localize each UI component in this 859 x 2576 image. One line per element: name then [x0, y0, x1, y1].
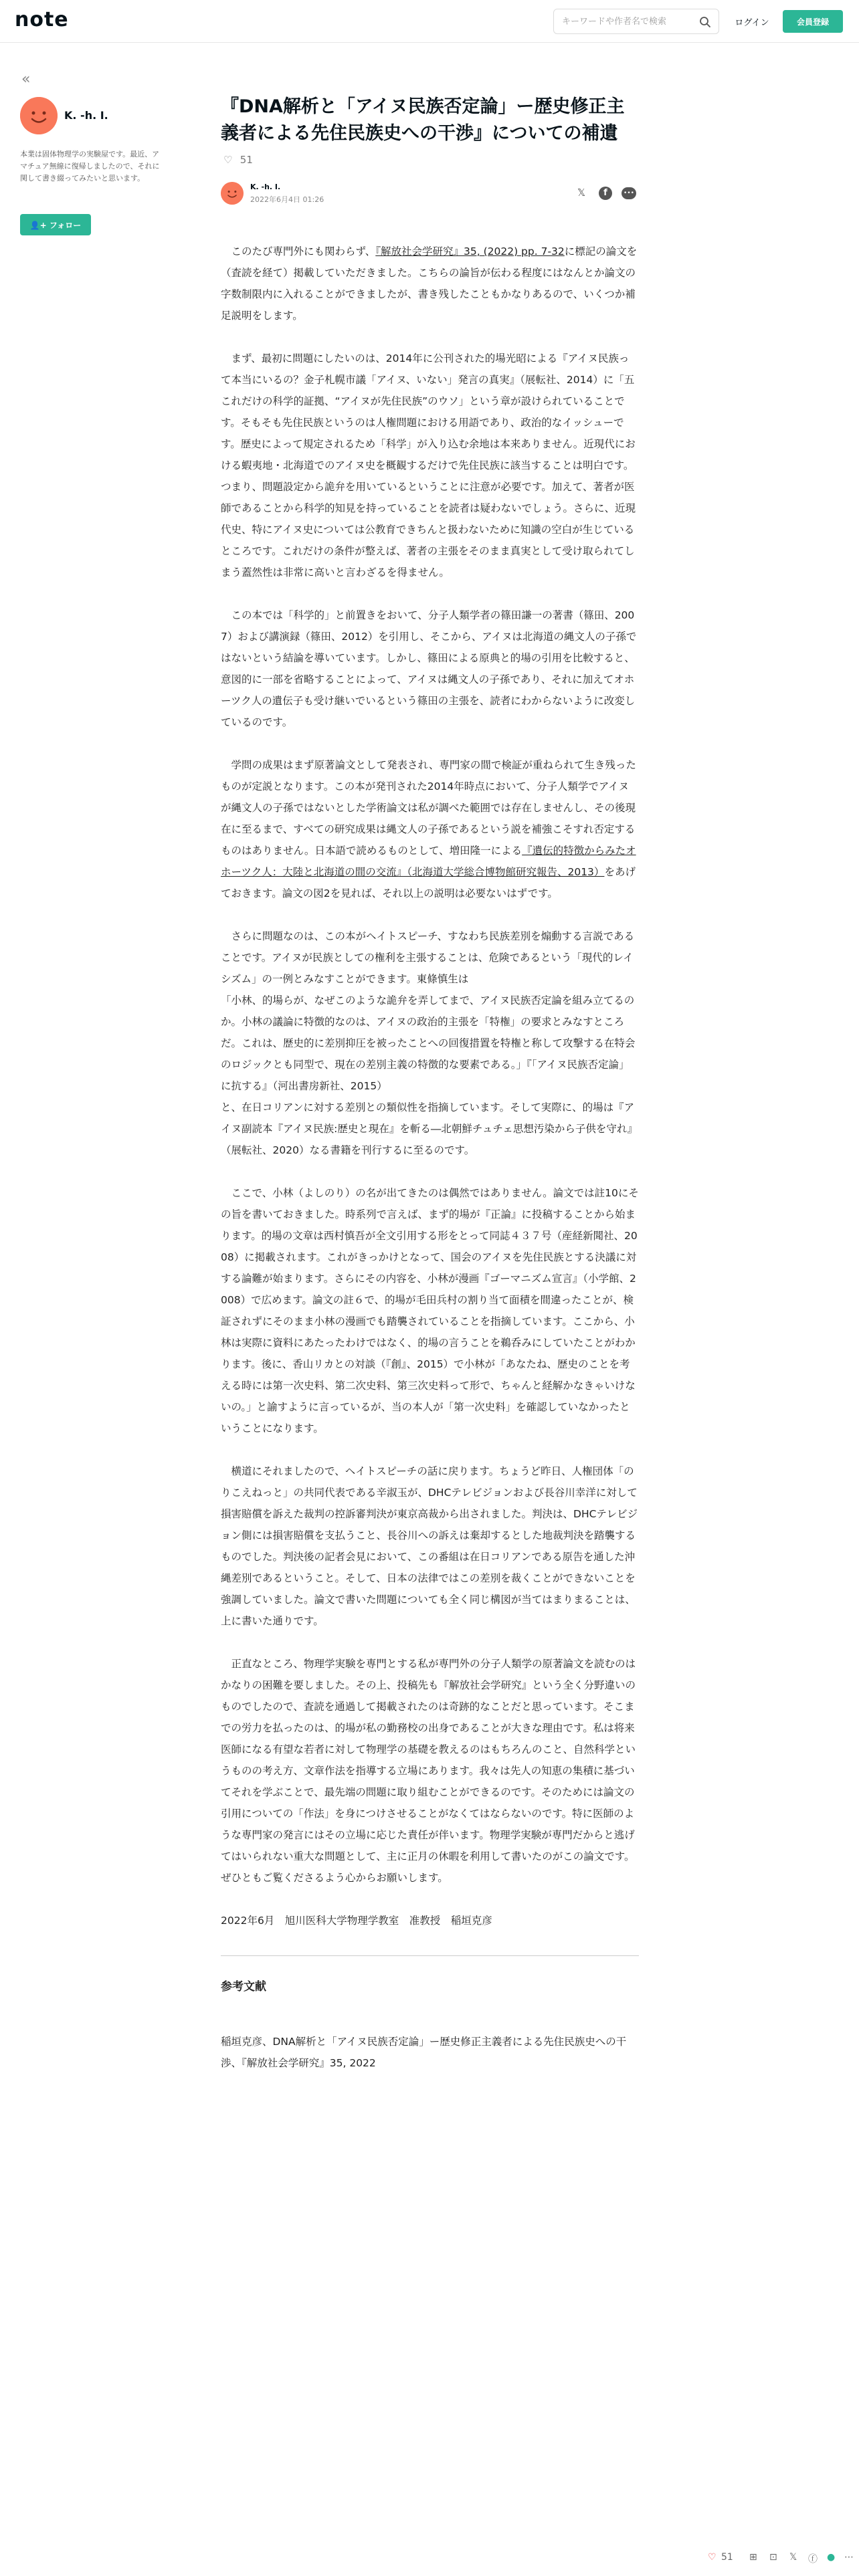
smiley-face-icon	[221, 182, 244, 205]
article-title: 『DNA解析と「アイヌ民族否定論」ー歴史修正主義者による先住民族史への干渉』についての補遺	[221, 96, 625, 144]
add-user-icon: 👤+	[29, 220, 47, 230]
like-count: 51	[240, 154, 253, 166]
search-icon[interactable]	[698, 15, 712, 29]
paragraph: さらに問題なのは、この本がヘイトスピーチ、すなわち民族差別を煽動する言説であることです。アイヌが民族としての権利を主張することは、危険であるという「現代的レイシズム」の一例とみなすことができます。東條慎生は	[221, 930, 635, 985]
magazine-add-icon[interactable]: ⊞	[749, 2552, 757, 2563]
signup-button[interactable]: 会員登録	[783, 10, 843, 33]
follow-label: フォロー	[49, 220, 82, 230]
float-like-count: 51	[721, 2552, 733, 2563]
journal-link[interactable]: 『解放社会学研究』35, (2022) pp. 7-32	[375, 245, 565, 257]
share-icons	[564, 185, 636, 201]
x-share-icon[interactable]: 𝕏	[577, 187, 586, 199]
paragraph-text: に標記の論文を（査読を経て）掲載していただきました。こちらの論旨が伝わる程度にはなんとか論文の字数制限内に入れることができましたが、書き残したこともかなりあるので、いくつか補足説明をします。	[221, 245, 638, 322]
paragraph: 横道にそれましたので、ヘイトスピーチの話に戻ります。ちょうど昨日、人権団体「のりこえねっと」の共同代表である辛淑玉が、DHCテレビジョンおよび長谷川幸洋に対して損害賠償を訴えた裁判の控訴審判決が東京高裁から出されました。判決は、DHCテレビジョン側には損害賠償を支払うこと、長谷川への訴えは棄却するとした地裁判決を踏襲するものでした。判決後の記者会見において、この番組は在日コリアンである原告を通した沖縄差別であるということ。そして、日本の法律ではこの差別を裁くことができないことを強調していました。論文で書いた問題についても全く同じ構図が当てはまりまることは、上に書いた通りです。	[221, 1465, 638, 1627]
library-add-icon[interactable]: ⊡	[769, 2552, 777, 2563]
collapse-sidebar-icon[interactable]: «	[21, 71, 31, 88]
like-row[interactable]	[223, 154, 253, 169]
divider	[221, 1955, 639, 1956]
paragraph-text: 学問の成果はまず原著論文として発表され、専門家の間で検証が重ねられて生き残ったものが定説となります。この本が発刊された2014年時点において、分子人類学でアイヌが縄文人の子孫ではないとした学術論文は私が調べた範囲では存在しませんし、その後現在に至るまで、すべての研究成果は縄文人の子孫であるという説を補強こそすれ否定するものはありません。日本語で読めるものとして、増田隆一による	[221, 759, 636, 857]
x-share-icon[interactable]: 𝕏	[789, 2552, 797, 2563]
paragraph: ここで、小林（よしのり）の名が出てきたのは偶然ではありません。論文では註10にその旨を書いておきました。時系列で言えば、まず的場が『正論』に投稿することから始まります。的場の文章は西村慎吾が全文引用する形をとって同誌４３７号（産経新聞社、2008）に掲載されます。これがきっかけとなって、国会のアイヌを先住民族とする決議に対する論難が始まります。さらにその内容を、小林が漫画『ゴーマニズム宣言』（小学館、2008）で広めます。論文の註６で、的場が毛田兵村の割り当て面積を間違ったことが、検証されずにそのまま小林の漫画でも踏襲されていることを指摘しています。ここから、小林は実際に資料にあたったわけではなく、的場の言うことを鵜呑みにしていたことがわかります。後に、香山リカとの対談（『創』、2015）で小林が「あなたね、歴史のことを考える時には第一次史料、第二次史料、第三次史料って形で、ちゃんと経解かなきゃいけないの。」と諭すように言っているが、当の本人が「第一次史料」を確認していなかったということになります。	[221, 1187, 639, 1434]
author-name[interactable]: K. -h. I.	[250, 183, 281, 191]
paragraph: と、在日コリアンに対する差別との類似性を指摘しています。そして実際に、的場は『アイヌ副読本『アイヌ民族:歴史と現在』を斬る―北朝鮮チュチェ思想汚染から子供を守れ』（展転社、2020）なる書籍を刊行するに至るのです。	[221, 1101, 638, 1156]
author-row	[221, 181, 639, 207]
quote-paragraph: 「小林、的場らが、なぜこのような詭弁を弄してまで、アイヌ民族否定論を組み立てるのか。小林の議論に特徴的なのは、アイヌの政治的主張を「特権」の要求とみなすところだ。これは、歴史的に差別抑圧を被ったことへの回復措置を特権と称して攻撃する在特会のロジックとも同型で、現在の差別主義の特徴的な要素である。」『「アイヌ民族否定論」に抗する』（河出書房新社、2015）	[221, 994, 636, 1092]
site-header	[0, 0, 859, 43]
reference-link[interactable]: 『遺伝的特徴からみたオホーツク人：大陸と北海道の間の交流』（北海道大学総合博物館研究報告、2013）	[221, 845, 636, 878]
paragraph	[221, 241, 639, 326]
paragraph: まず、最初に問題にしたいのは、2014年に公刊された的場光昭による『アイヌ民族って本当にいるの？金子札幌市議「アイヌ、いない」発言の真実』（展転社、2014）に「五 これだけの科学的証拠、“アイヌが先住民族”のウソ」という章が設けられていることです。そもそも先住民族というのは人権問題における用語であり、政治的なイッシューです。歴史によって規定されるため「科学」が入り込む余地は本来ありません。近現代における蝦夷地・北海道でのアイヌ史を概観するだけで先住民族に該当することは明白です。つまり、問題設定から詭弁を用いているということに注意が必要です。加えて、著者が医師であることから科学的知見を持っていることを読者は疑わないでしょう。さらに、近現代史、特にアイヌ史については公教育できちんと扱わないために知識の空白が生じているところです。これだけの条件が整えば、著者の主張をそのまま真実として受け取られてしまう蓋然性は非常に高いと言わざるを得ません。	[221, 352, 645, 578]
paragraph: 正直なところ、物理学実験を専門とする私が専門外の分子人類学の原著論文を読むのはかなりの困難を要しました。その上、投稿先も『解放社会学研究』という全く分野違いのものでしたので、査読を通過して掲載されたのは奇跡的なことだと思っています。そこまでの労力を払ったのは、的場が私の勤務校の出身であることが大きな理由です。私は将来医師になる有望な若者に対して物理学の基礎を教えるのはもちろんのこと、自然科学というものの考え方、文章作法を指導する立場にあります。我々は先人の知恵の集積に基づいてそれを学ぶことで、最先端の問題に取り組むことができるのです。そのためには論文の引用についての「作法」を身につけさせることがなくてはならないのです。特に医師のような専門家の発言にはその立場に応じた責任が伴います。物理学実験が専門だからと逃げてはいられない重大な問題として、主に正月の休暇を利用して書いたのがこの論文です。ぜひともご覧くださるよう心からお願いします。	[221, 1658, 636, 1884]
search-box[interactable]	[553, 9, 719, 34]
author-signature: 2022年6月 旭川医科大学物理学教室 准教授 稲垣克彦	[221, 1915, 492, 1927]
heart-icon[interactable]: ♡	[708, 2552, 717, 2563]
more-options-icon[interactable]: ⋯	[844, 2552, 854, 2563]
login-button[interactable]: ログイン	[728, 11, 776, 31]
sidebar-author-bio: 本業は固体物理学の実験屋です。最近、アマチュア無線に復帰しましたので、それに関して書き綴ってみたいと思います。	[20, 150, 160, 183]
references-heading: 参考文献	[221, 1980, 266, 1994]
sidebar-author-avatar[interactable]	[20, 97, 58, 134]
floating-action-bar	[702, 2545, 859, 2572]
author-avatar[interactable]	[221, 182, 244, 205]
heart-icon[interactable]: ♡	[223, 154, 233, 166]
paragraph-text: をあげておきます。論文の図2を見れば、それ以上の説明は必要ないはずです。	[221, 866, 636, 899]
publish-date: 2022年6月4日 01:26	[250, 195, 324, 204]
note-logo[interactable]: note	[15, 8, 69, 31]
facebook-share-icon[interactable]: f	[599, 187, 612, 200]
paragraph: この本では「科学的」と前置きをおいて、分子人類学者の篠田謙一の著書（篠田、2007）および講演録（篠田、2012）を引用し、そこから、アイヌは北海道の縄文人の子孫ではないという結論を導いています。しかし、篠田による原典と的場の引用を比較すると、意図的に一部を省略することによって、アイヌは縄文人の子孫であり、それに加えてオホーツク人の遺伝子も受け継いでいるという篠田の主張を、読者にわからないように改変しているのです。	[221, 609, 637, 728]
article-body	[221, 241, 645, 2095]
paragraph	[221, 754, 639, 904]
sidebar-author-name[interactable]: K. -h. I.	[64, 109, 108, 122]
paragraph-text: このたび専門外にも関わらず、	[231, 245, 376, 257]
reference-item: 稲垣克彦、DNA解析と「アイヌ民族否定論」ー歴史修正主義者による先住民族史への干渉、『解放社会学研究』35, 2022	[221, 2036, 627, 2069]
follow-button[interactable]	[20, 214, 91, 235]
search-input[interactable]	[562, 15, 696, 28]
comment-icon[interactable]: •••	[622, 187, 636, 199]
facebook-share-icon[interactable]: ⓕ	[808, 2554, 818, 2565]
smiley-face-icon	[20, 97, 58, 134]
line-share-icon[interactable]: ●	[827, 2552, 836, 2563]
